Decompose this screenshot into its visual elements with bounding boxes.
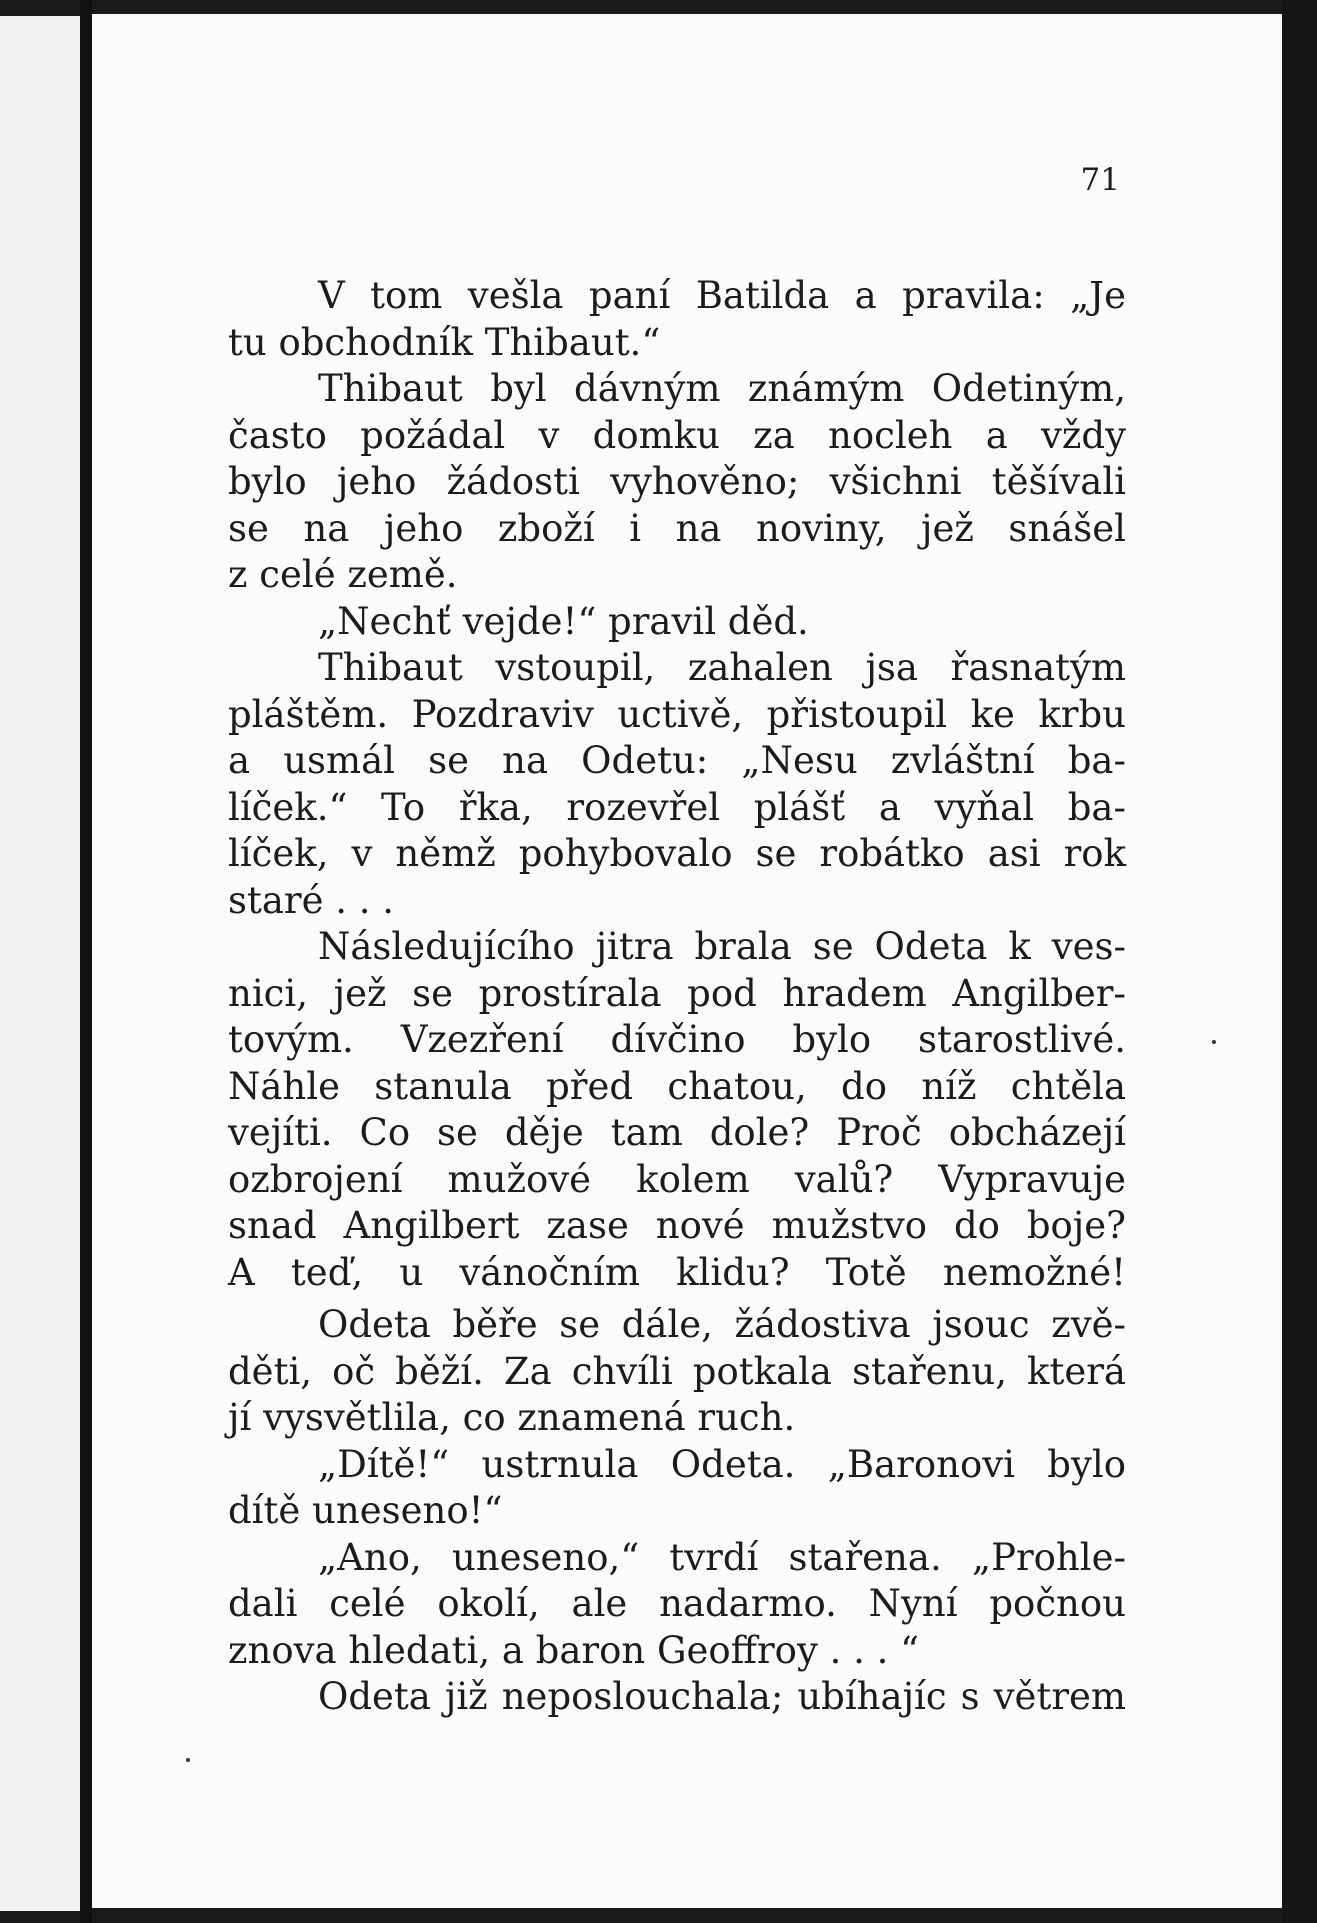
text-line: Náhle stanula před chatou, do níž chtěla	[228, 1064, 1126, 1108]
text-line: dali celé okolí, ale nadarmo. Nyní počnou	[228, 1582, 1126, 1625]
text-line: jí vysvětlila, co znamená ruch.	[228, 1396, 796, 1439]
text-line: bylo jeho žádosti vyhověno; všichni těšívali	[228, 460, 1126, 503]
text-line: z celé země.	[228, 553, 458, 596]
text-line: líček.“ To řka, rozevřel plášť a vyňal ba-	[228, 785, 1126, 829]
text-line: se na jeho zboží i na noviny, jež snášel	[228, 506, 1126, 550]
text-line: děti, oč běží. Za chvíli potkala stařenu, která	[228, 1349, 1126, 1393]
text-line: Následujícího jitra brala se Odeta k ves-	[318, 925, 1126, 968]
text-line: nici, jež se prostírala pod hradem Angilber-	[228, 971, 1126, 1015]
text-line: tu obchodník Thibaut.“	[228, 320, 661, 364]
text-line: staré . . .	[228, 878, 395, 922]
text-line: A teď, u vánočním klidu? Totě nemožné!	[228, 1250, 1126, 1294]
text-line: „Ano, uneseno,“ tvrdí stařena. „Prohle-	[318, 1535, 1126, 1579]
text-line: líček, v němž pohybovalo se robátko asi rok	[228, 832, 1126, 875]
text-line: znova hledati, a baron Geoffroy . . . “	[228, 1628, 920, 1672]
text-line: ozbrojení mužové kolem valů? Vypravuje	[228, 1157, 1126, 1201]
text-line: a usmál se na Odetu: „Nesu zvláštní ba-	[228, 739, 1126, 782]
text-line: vejíti. Co se děje tam dole? Proč obcházejí	[228, 1111, 1126, 1154]
text-line: Odeta již neposlouchala; ubíhajíc s větrem	[318, 1675, 1126, 1718]
scan-border	[1282, 0, 1317, 1923]
text-line: V tom vešla paní Batilda a pravila: „Je	[318, 274, 1126, 317]
text-line: často požádal v domku za nocleh a vždy	[228, 413, 1126, 457]
book-gutter	[80, 0, 92, 1923]
text-line: dítě uneseno!“	[228, 1489, 503, 1532]
page-number: 71	[1080, 162, 1120, 198]
text-line: snad Angilbert zase nové mužstvo do boje?	[228, 1204, 1126, 1247]
text-line: pláštěm. Pozdraviv uctivě, přistoupil ke krbu	[228, 692, 1126, 736]
previous-page-edge	[0, 16, 80, 1911]
text-line: Thibaut vstoupil, zahalen jsa řasnatým	[318, 646, 1126, 689]
text-line: „Dítě!“ ustrnula Odeta. „Baronovi bylo	[318, 1442, 1126, 1486]
scan-speck	[1212, 1040, 1216, 1044]
text-line: „Nechť vejde!“ pravil děd.	[318, 599, 809, 643]
body-text	[228, 273, 1126, 1721]
text-line: tovým. Vzezření dívčino bylo starostlivé.	[228, 1018, 1126, 1061]
scan-speck	[186, 1758, 190, 1762]
text-line: Odeta běře se dále, žádostiva jsouc zvě-	[318, 1303, 1126, 1346]
text-line: Thibaut byl dávným známým Odetiným,	[318, 367, 1126, 410]
